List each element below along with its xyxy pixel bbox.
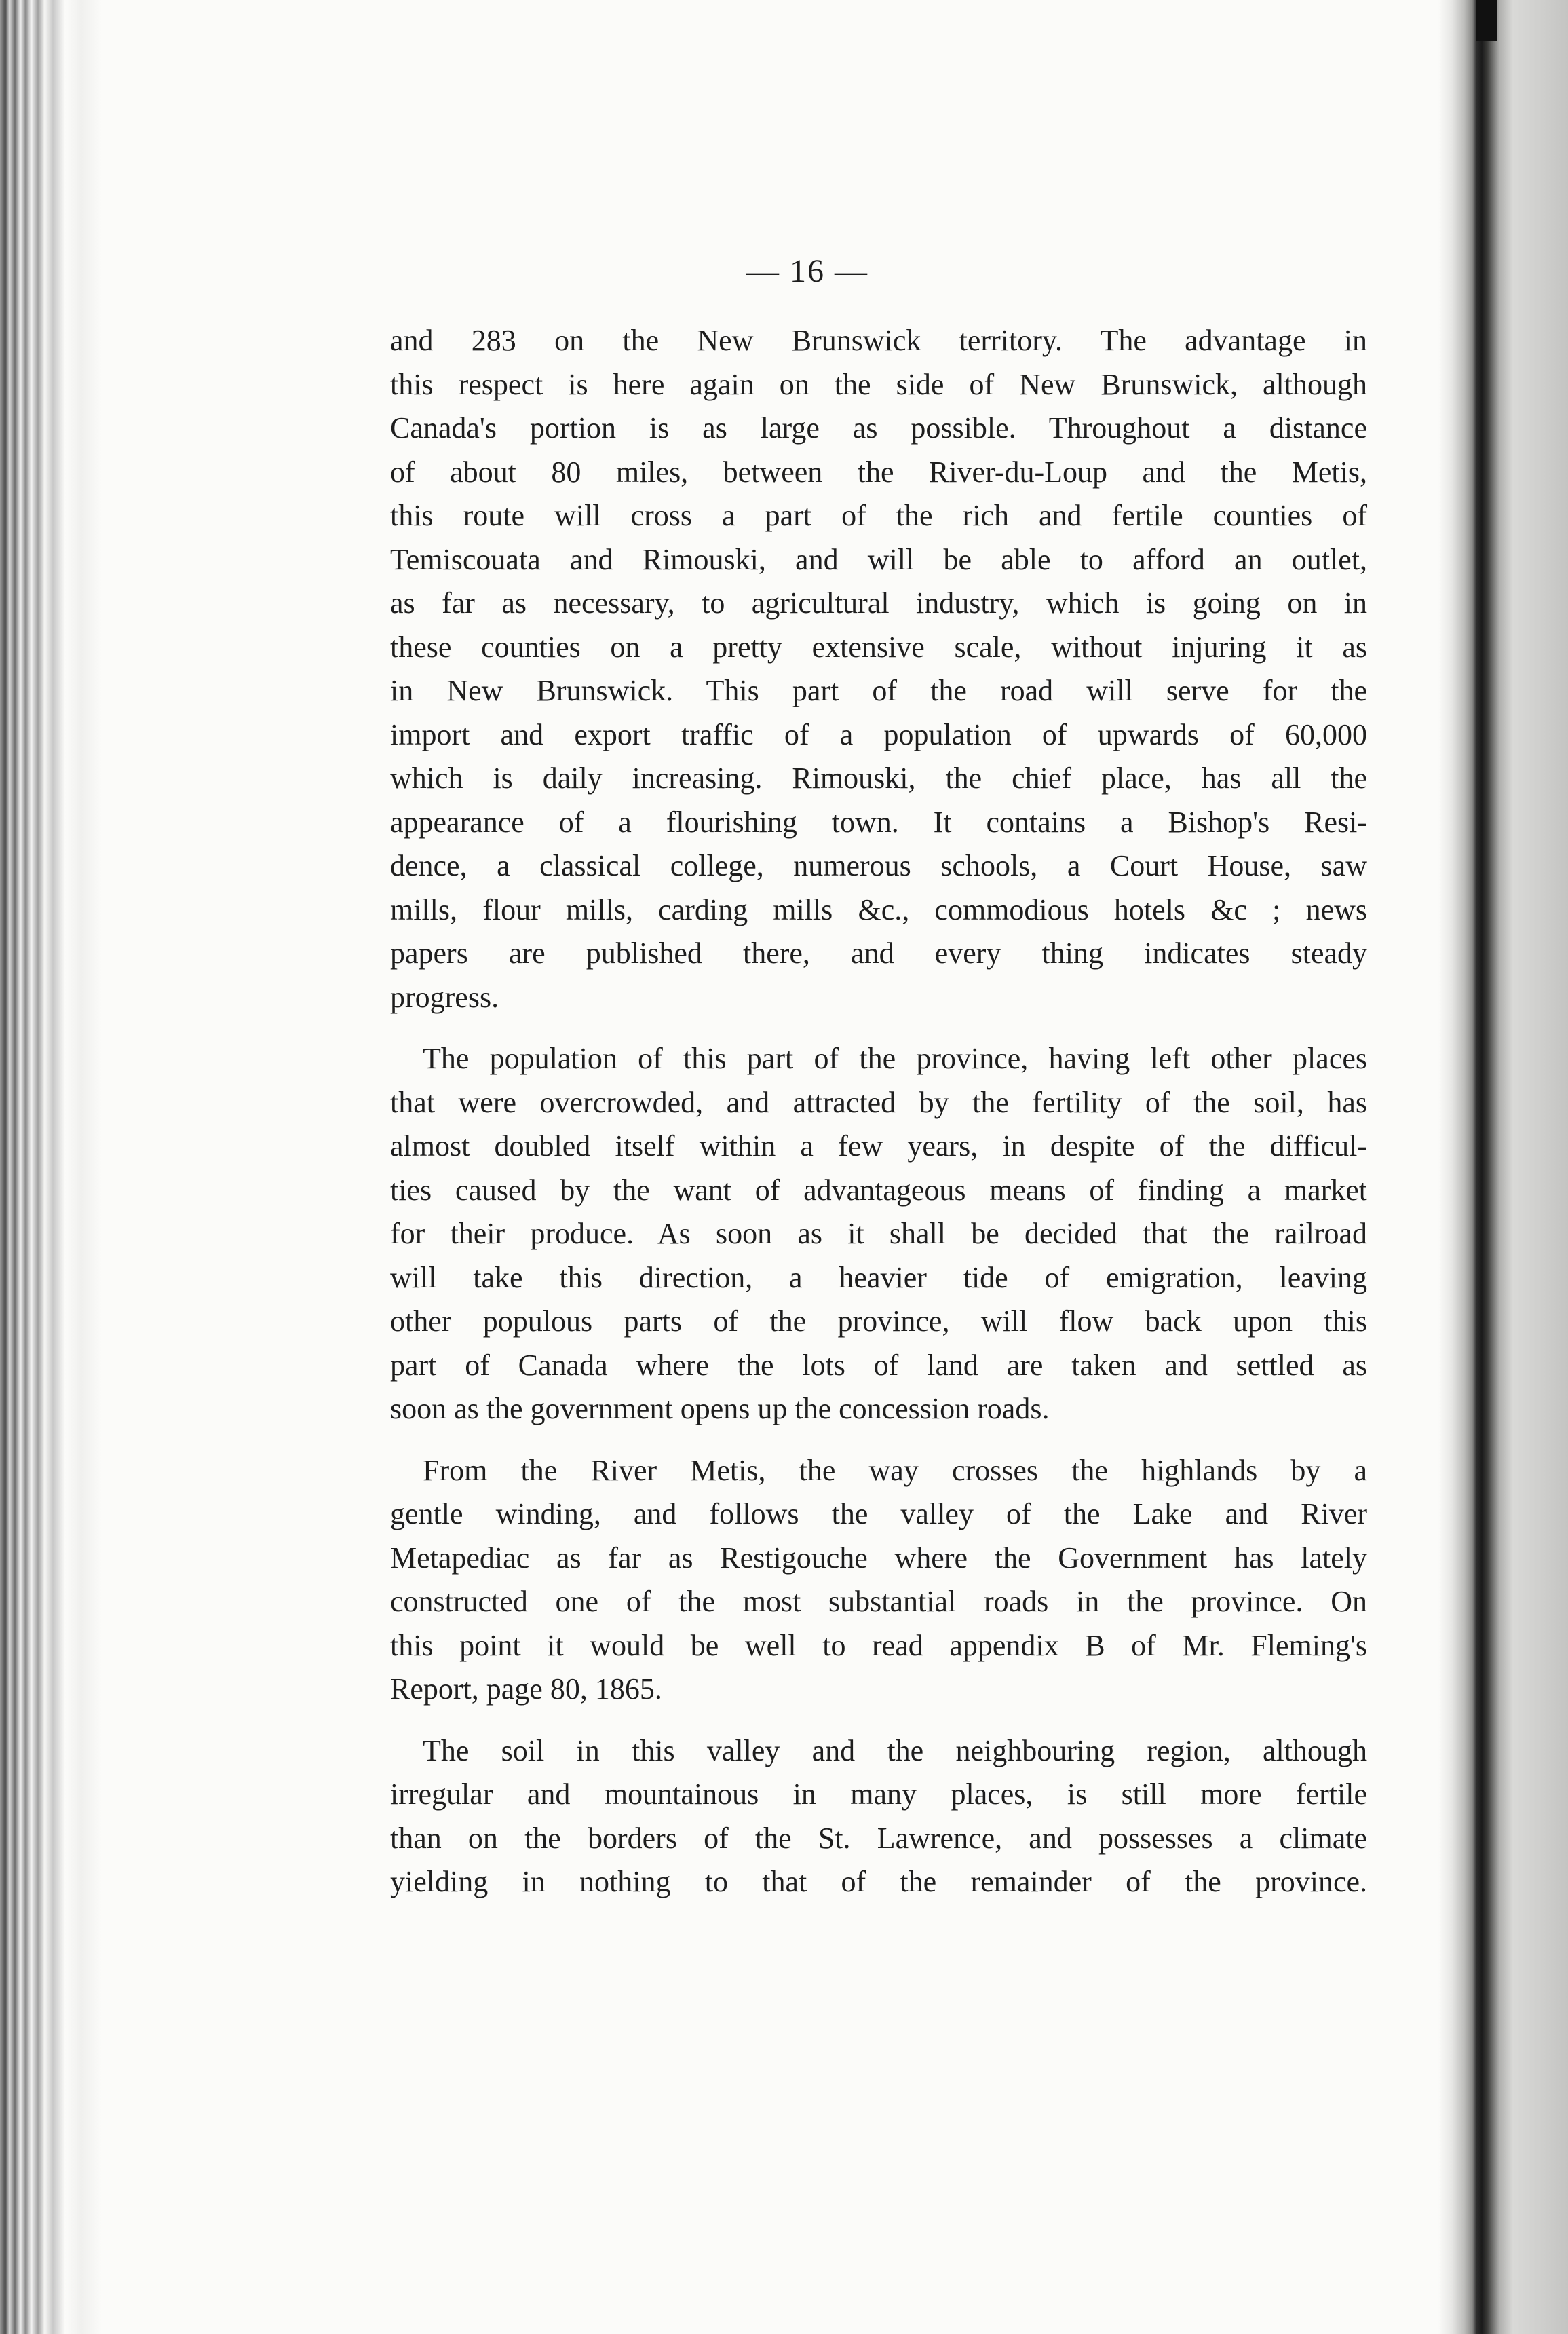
text-line: other populous parts of the province, will flow back upon this	[390, 1304, 1367, 1338]
text-line: The soil in this valley and the neighbouring region, although	[423, 1733, 1367, 1767]
text-line: The population of this part of the province, having left other places	[423, 1042, 1367, 1075]
text-line: papers are published there, and every thing indicates steady	[390, 937, 1367, 970]
text-line: appearance of a flourishing town. It contains a Bishop's Resi-	[390, 805, 1367, 839]
text-line: for their produce. As soon as it shall be decided that the railroad	[390, 1217, 1367, 1250]
text-line: gentle winding, and follows the valley of the Lake and River	[390, 1497, 1367, 1530]
paragraph-1	[390, 319, 1367, 1019]
text-line: than on the borders of the St. Lawrence, and possesses a climate	[390, 1821, 1367, 1855]
page-body-text	[390, 319, 1367, 1904]
text-line: irregular and mountainous in many places, is still more fertile	[390, 1777, 1367, 1811]
text-line: of about 80 miles, between the River-du-Loup and the Metis,	[390, 455, 1367, 489]
text-line: import and export traffic of a population of upwards of 60,000	[390, 717, 1367, 751]
paragraph-gap	[390, 1712, 1367, 1729]
text-line: and 283 on the New Brunswick territory. The advantage in	[390, 324, 1367, 357]
text-line: yielding in nothing to that of the remainder of the province.	[390, 1865, 1367, 1898]
text-line: Temiscouata and Rimouski, and will be able to afford an outlet,	[390, 542, 1367, 576]
text-line: dence, a classical college, numerous schools, a Court House, saw	[390, 849, 1367, 882]
text-line: part of Canada where the lots of land are taken and settled as	[390, 1348, 1367, 1382]
text-line: will take this direction, a heavier tide of emigration, leaving	[390, 1260, 1367, 1294]
text-line: this respect is here again on the side of New Brunswick, although	[390, 367, 1367, 401]
text-line: that were overcrowded, and attracted by the fertility of the soil, has	[390, 1085, 1367, 1119]
text-line: progress.	[390, 980, 499, 1014]
paragraph-gap	[390, 1431, 1367, 1449]
book-binding-edge	[0, 0, 102, 2334]
text-line: this point it would be well to read appendix B of Mr. Fleming's	[390, 1628, 1367, 1662]
paragraph-4	[390, 1729, 1367, 1904]
paragraph-2	[390, 1037, 1367, 1431]
text-line: almost doubled itself within a few years, in despite of the difficul-	[390, 1129, 1367, 1163]
text-line: From the River Metis, the way crosses the highlands by a	[423, 1453, 1367, 1487]
text-line: soon as the government opens up the concession roads.	[390, 1392, 1050, 1425]
page-number: — 16 —	[746, 253, 868, 289]
text-line: which is daily increasing. Rimouski, the chief place, has all the	[390, 761, 1367, 795]
right-edge-dark-mark	[1476, 0, 1497, 41]
text-line: Metapediac as far as Restigouche where the Government has lately	[390, 1541, 1367, 1575]
text-line: ties caused by the want of advantageous means of finding a market	[390, 1173, 1367, 1207]
paragraph-3	[390, 1449, 1367, 1712]
paragraph-gap	[390, 1019, 1367, 1037]
text-line: as far as necessary, to agricultural industry, which is going on in	[390, 586, 1367, 620]
text-line: this route will cross a part of the rich and fertile counties of	[390, 499, 1367, 532]
right-page-edge-shadow	[1438, 0, 1568, 2334]
text-line: Canada's portion is as large as possible. Throughout a distance	[390, 411, 1367, 445]
text-line: mills, flour mills, carding mills &c., commodious hotels &c ; news	[390, 892, 1367, 926]
text-line: in New Brunswick. This part of the road will serve for the	[390, 674, 1367, 707]
text-line: these counties on a pretty extensive scale, without injuring it as	[390, 630, 1367, 664]
text-line: Report, page 80, 1865.	[390, 1672, 662, 1706]
text-line: constructed one of the most substantial roads in the province. On	[390, 1585, 1367, 1618]
